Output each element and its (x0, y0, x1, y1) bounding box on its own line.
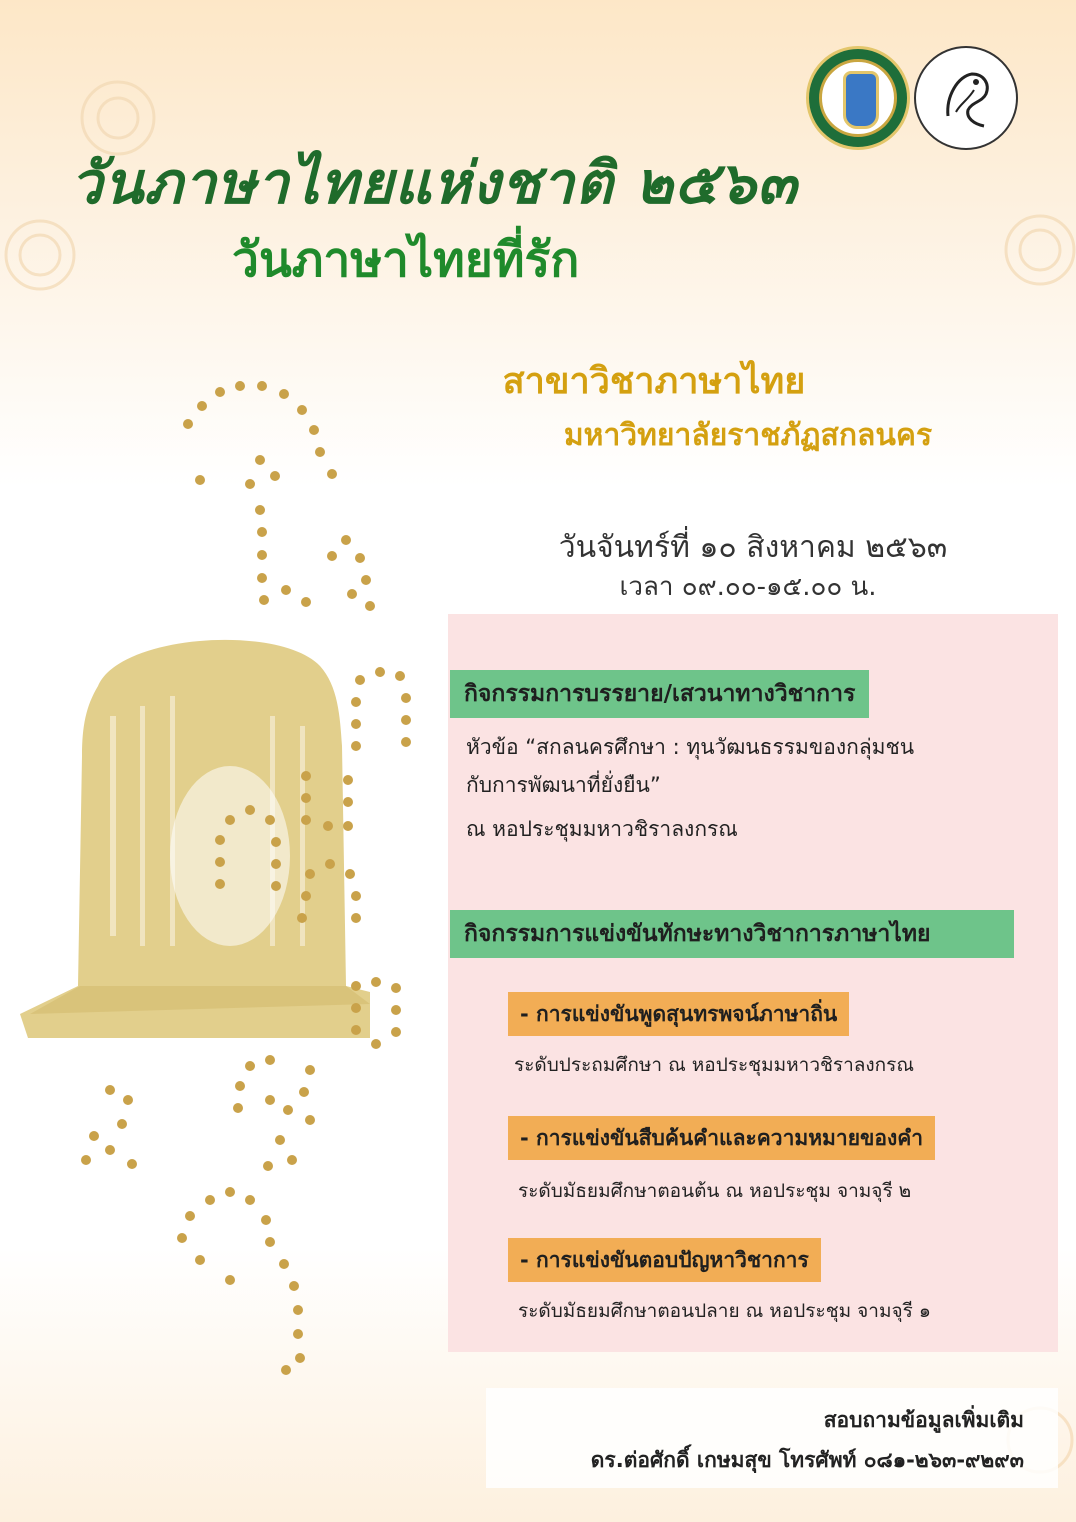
contact-heading: สอบถามข้อมูลเพิ่มเติม (823, 1408, 1024, 1432)
competition-item-title: - การแข่งขันพูดสุนทรพจน์ภาษาถิ่น (508, 992, 849, 1036)
lecture-heading: กิจกรรมการบรรยาย/เสวนาทางวิชาการ (450, 670, 869, 718)
contact-box (486, 1388, 1058, 1488)
competition-item-detail: ระดับประถมศึกษา ณ หอประชุมมหาวชิราลงกรณ (514, 1054, 915, 1076)
department-name: สาขาวิชาภาษาไทย (502, 361, 806, 402)
dotted-letters-decoration (70, 380, 430, 1380)
university-logo (806, 46, 910, 150)
university-name: มหาวิทยาลัยราชภัฏสกลนคร (563, 418, 933, 453)
lecture-topic-line2: กับการพัฒนาที่ยั่งยืน” (466, 773, 661, 797)
event-date: วันจันทร์ที่ ๑๐ สิงหาคม ๒๕๖๓ (558, 530, 948, 565)
competition-item-detail: ระดับมัธยมศึกษาตอนปลาย ณ หอประชุม จามจุรี ๑ (518, 1300, 931, 1322)
lecture-venue: ณ หอประชุมมหาวชิราลงกรณ (466, 817, 738, 841)
event-subtitle: วันภาษาไทยที่รัก (232, 232, 580, 288)
event-title: วันภาษาไทยแห่งชาติ ๒๕๖๓ (70, 149, 798, 217)
garuda-bird-icon (938, 66, 996, 132)
competition-heading: กิจกรรมการแข่งขันทักษะทางวิชาการภาษาไทย (450, 910, 1014, 958)
lecture-topic-line1: หัวข้อ “สกลนครศึกษา : ทุนวัฒนธรรมของกลุ่มชน (466, 735, 915, 759)
contact-person-phone: ดร.ต่อศักดิ์ เกษมสุข โทรศัพท์ ๐๘๑-๒๖๓-๙๒๙๓ (590, 1448, 1024, 1472)
thai-for-communication-logo (914, 46, 1018, 150)
event-time: เวลา ๐๙.๐๐-๑๕.๐๐ น. (619, 572, 877, 602)
competition-item-title: - การแข่งขันตอบปัญหาวิชาการ (508, 1238, 821, 1282)
competition-item-detail: ระดับมัธยมศึกษาตอนต้น ณ หอประชุม จามจุรี ๒ (518, 1180, 912, 1202)
crest-icon (843, 71, 879, 129)
competition-item-title: - การแข่งขันสืบค้นคำและความหมายของคำ (508, 1116, 935, 1160)
